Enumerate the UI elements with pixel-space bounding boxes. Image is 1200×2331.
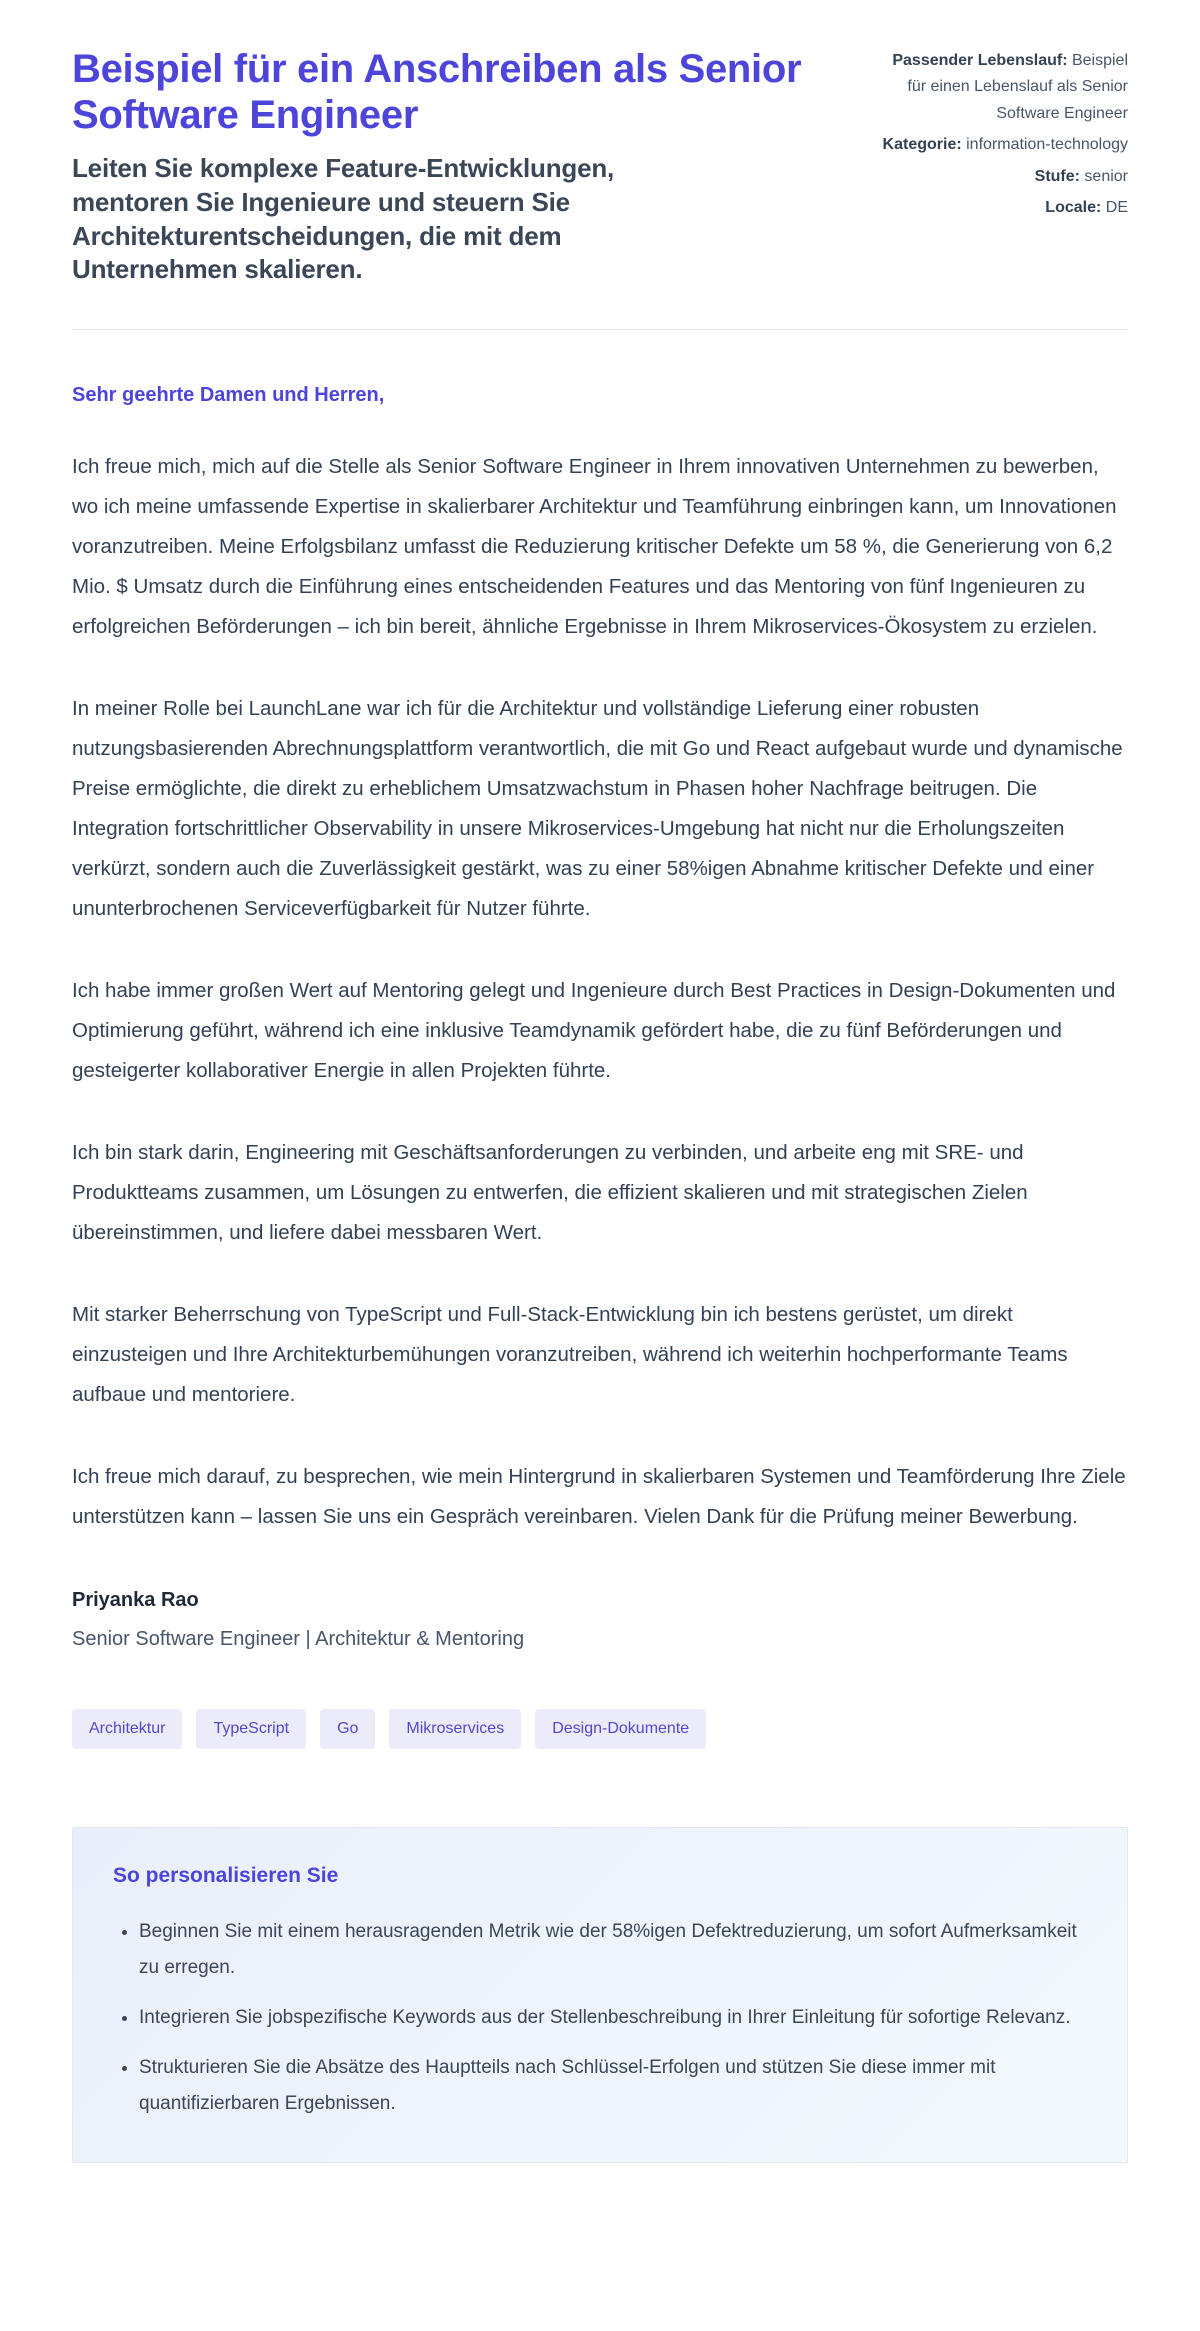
skill-tag: Architektur: [72, 1709, 182, 1749]
meta-item-locale: [876, 195, 1128, 221]
meta-label: Stufe:: [1034, 167, 1080, 185]
letter-paragraph: Ich freue mich darauf, zu besprechen, wie mein Hintergrund in skalierbaren Systemen und Teamförderung Ihre Ziele unterstützen kann – lassen Sie uns ein Gespräch vereinbaren. Vielen Dank für die Prüfung meiner Bewerbung.: [72, 1464, 1126, 1528]
page-title: Beispiel für ein Anschreiben als Senior Software Engineer: [72, 47, 802, 137]
divider: [72, 329, 1128, 330]
tip-item: • Strukturieren Sie die Absätze des Hauptteils nach Schlüssel-Erfolgen und stützen Sie diese immer mit quantifizierbaren Ergebnissen.: [139, 2050, 1087, 2122]
meta-value: DE: [1105, 198, 1128, 216]
meta-item-matching-resume: [876, 48, 1128, 127]
meta-panel: [876, 46, 1128, 287]
personalization-tips-box: [72, 1827, 1128, 2163]
meta-label: Kategorie:: [882, 136, 962, 154]
signature-role: Senior Software Engineer | Architektur & Mentoring: [72, 1627, 525, 1650]
tip-item: • Beginnen Sie mit einem herausragenden Metrik wie der 58%igen Defektreduzierung, um sofort Aufmerksamkeit zu erregen.: [139, 1914, 1087, 1986]
skill-tags: [72, 1709, 1128, 1749]
letter-paragraph: Ich bin stark darin, Engineering mit Geschäftsanforderungen zu verbinden, und arbeite eng mit SRE- und Produktteams zusammen, um Lösungen zu entwerfen, die effizient skalieren und mit strategischen Zielen übereinstimmen, und liefere dabei messbaren Wert.: [72, 1140, 1028, 1244]
letter-paragraph: Ich habe immer großen Wert auf Mentoring gelegt und Ingenieure durch Best Practices in Design-Dokumenten und Optimierung geführt, während ich eine inklusive Teamdynamik gefördert habe, die zu fünf Beförderungen und gesteigerter kollaborativer Energie in allen Projekten führte.: [72, 978, 1116, 1082]
skill-tag: Go: [320, 1709, 375, 1749]
meta-label: Passender Lebenslauf:: [892, 52, 1068, 69]
matching-resume-link[interactable]: Beispiel für einen Lebenslauf als Senior Software Engineer: [907, 52, 1128, 122]
tips-title: So personalisieren Sie: [113, 1863, 339, 1887]
skill-tag: TypeScript: [196, 1709, 306, 1749]
page-header: [72, 46, 1128, 287]
meta-item-category: [876, 132, 1128, 158]
header-title-block: [72, 46, 812, 287]
signature-name: Priyanka Rao: [72, 1588, 199, 1611]
meta-item-level: [876, 164, 1128, 190]
tip-item: • Integrieren Sie jobspezifische Keywords aus der Stellenbeschreibung in Ihrer Einleitung für sofortige Relevanz.: [139, 2000, 1087, 2036]
page-subtitle: Leiten Sie komplexe Feature-Entwicklungen, mentoren Sie Ingenieure und steuern Sie Architekturentscheidungen, die mit dem Unternehmen skalieren.: [72, 153, 615, 285]
meta-label: Locale:: [1045, 198, 1102, 216]
letter-paragraph: In meiner Rolle bei LaunchLane war ich für die Architektur und vollständige Lieferung einer robusten nutzungsbasierenden Abrechnungsplattform verantwortlich, die mit Go und React aufgebaut wurde und dynamische Preise ermöglichte, die direkt zu erheblichem Umsatzwachstum in Phasen hoher Nachfrage beitrugen. Die Integration fortschrittlicher Observability in unsere Mikroservices-Umgebung hat nicht nur die Erholungszeiten verkürzt, sondern auch die Zuverlässigkeit gestärkt, was zu einer 58%igen Abnahme kritischer Defekte und einer ununterbrochenen Serviceverfügbarkeit für Nutzer führte.: [72, 697, 1123, 920]
meta-value: information-technology: [966, 136, 1128, 154]
skill-tag: Design-Dokumente: [535, 1709, 706, 1749]
letter-paragraph: Ich freue mich, mich auf die Stelle als Senior Software Engineer in Ihrem innovativen Unternehmen zu bewerben, wo ich meine umfassende Expertise in skalierbarer Architektur und Teamführung einbringen kann, um Innovationen voranzutreiben. Meine Erfolgsbilanz umfasst die Reduzierung kritischer Defekte um 58 %, die Generierung von 6,2 Mio. $ Umsatz durch die Einführung eines entscheidenden Features und das Mentoring von fünf Ingenieuren zu erfolgreichen Beförderungen – ich bin bereit, ähnliche Ergebnisse in Ihrem Mikroservices-Ökosystem zu erzielen.: [72, 455, 1117, 639]
salutation: Sehr geehrte Damen und Herren,: [72, 384, 385, 407]
letter-paragraph: Mit starker Beherrschung von TypeScript und Full-Stack-Entwicklung bin ich bestens gerüstet, um direkt einzusteigen und Ihre Architekturbemühungen voranzutreiben, während ich weiterhin hochperformante Teams aufbaue und mentoriere.: [72, 1302, 1068, 1406]
tips-list: [113, 1914, 1087, 2122]
skill-tag: Mikroservices: [389, 1709, 521, 1749]
meta-value: senior: [1084, 167, 1128, 185]
